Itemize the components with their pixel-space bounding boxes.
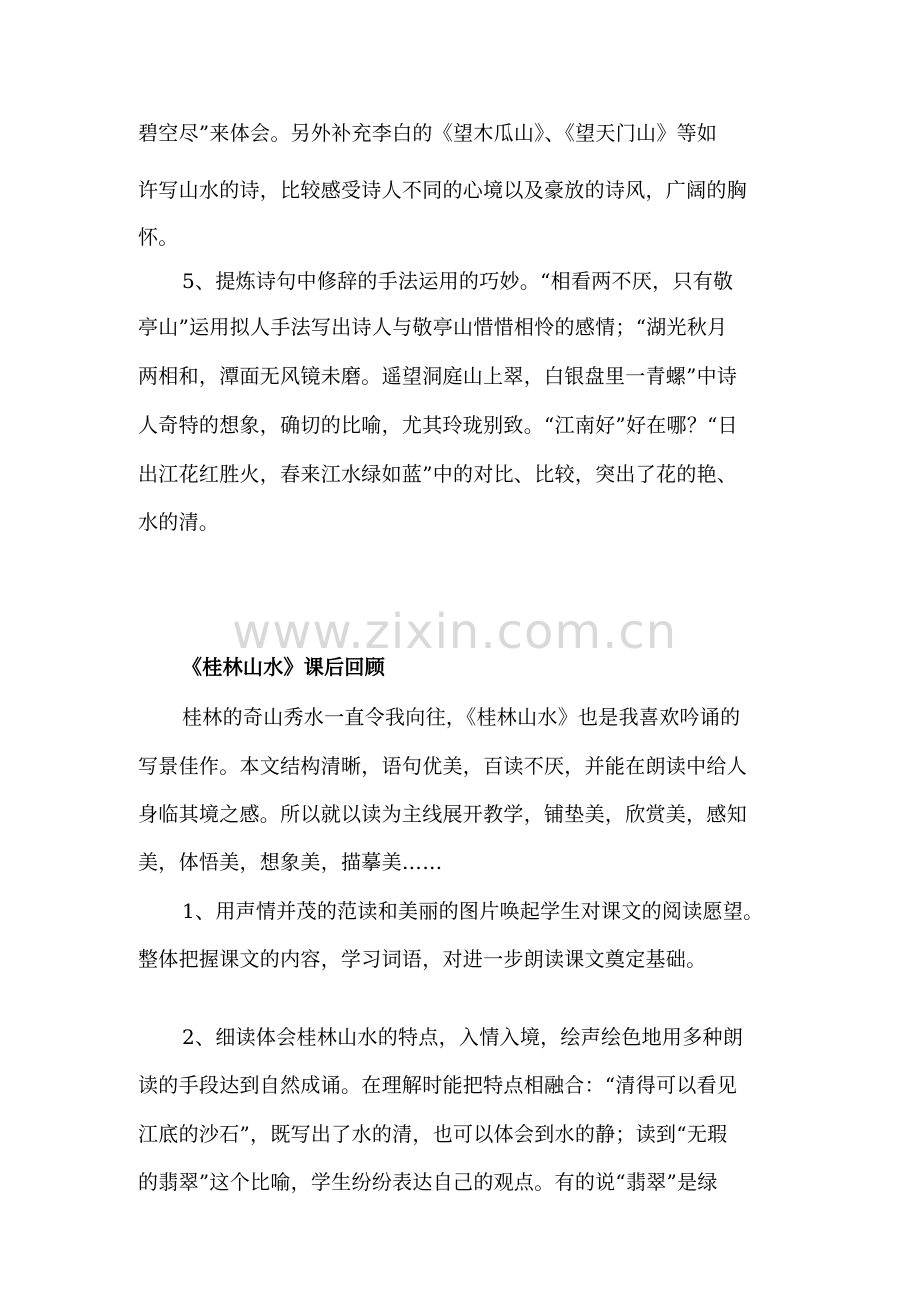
paragraph-line: 亭山”运用拟人手法写出诗人与敬亭山惜惜相怜的感情；“湖光秋月 [138, 315, 728, 339]
paragraph-line: 读的手段达到自然成诵。在理解时能把特点相融合：“清得可以看见 [138, 1073, 738, 1097]
paragraph-line: 1、用声情并茂的范读和美丽的图片唤起学生对课文的阅读愿望。 [182, 899, 764, 923]
paragraph-line: 写景佳作。本文结构清晰，语句优美，百读不厌，并能在朗读中给人 [138, 754, 747, 778]
paragraph-line: 人奇特的想象，确切的比喻，尤其玲珑别致。“江南好”好在哪？“日 [138, 413, 738, 437]
paragraph-line: 5、提炼诗句中修辞的手法运用的巧妙。“相看两不厌，只有敬 [182, 269, 734, 293]
watermark: www.zixin.com.cn [232, 604, 678, 660]
paragraph-line: 2、细读体会桂林山水的特点，入情入境，绘声绘色地用多种朗 [182, 1025, 744, 1049]
paragraph-line: 许写山水的诗，比较感受诗人不同的心境以及豪放的诗风，广阔的胸 [138, 178, 747, 202]
paragraph-line: 桂林的奇山秀水一直令我向往，《桂林山水》也是我喜欢吟诵的 [182, 705, 741, 729]
paragraph-line: 的翡翠”这个比喻，学生纷纷表达自己的观点。有的说“翡翠”是绿 [138, 1170, 718, 1194]
paragraph-line: 碧空尽”来体会。另外补充李白的《望木瓜山》、《望天门山》等如 [138, 121, 718, 145]
paragraph-line: 出江花红胜火，春来江水绿如蓝”中的对比、比较，突出了花的艳、 [138, 462, 738, 486]
paragraph-line: 身临其境之感。所以就以读为主线展开教学，铺垫美，欣赏美，感知 [138, 802, 747, 826]
paragraph-line: 怀。 [138, 225, 179, 249]
paragraph-line: 两相和，潭面无风镜未磨。遥望洞庭山上翠，白银盘里一青螺”中诗 [138, 364, 738, 388]
paragraph-line: 美，体悟美，想象美，描摹美…… [138, 850, 443, 874]
paragraph-line: 江底的沙石”，既写出了水的清，也可以体会到水的静；读到“无瑕 [138, 1122, 728, 1146]
paragraph-line: 整体把握课文的内容，学习词语，对进一步朗读课文奠定基础。 [138, 947, 707, 971]
paragraph-line: 水的清。 [138, 510, 220, 534]
section-title: 《桂林山水》课后回顾 [182, 655, 385, 679]
